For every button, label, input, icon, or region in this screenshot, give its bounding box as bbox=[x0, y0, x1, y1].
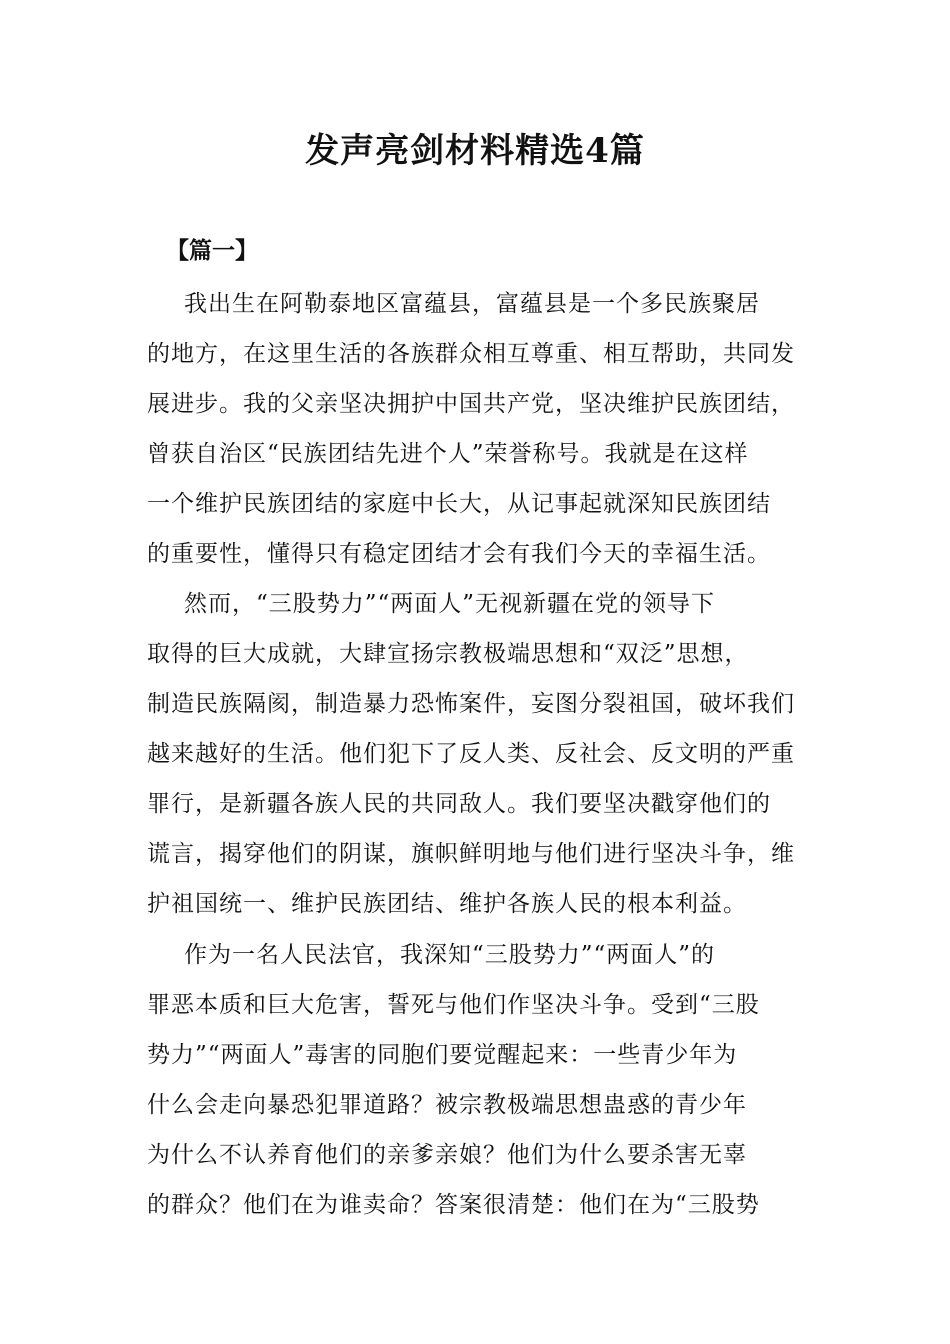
paragraph-line: 取得的巨大成就，大肆宣扬宗教极端思想和“双泛”思想， bbox=[147, 641, 749, 667]
paragraph-line: 的群众？他们在为谁卖命？答案很清楚：他们在为“三股势 bbox=[147, 1192, 760, 1218]
paragraph-line: 的地方，在这里生活的各族群众相互尊重、相互帮助，共同发 bbox=[147, 341, 795, 367]
paragraph-line: 一个维护民族团结的家庭中长大，从记事起就深知民族团结 bbox=[147, 491, 771, 517]
paragraph-line: 越来越好的生活。他们犯下了反人类、反社会、反文明的严重 bbox=[147, 741, 795, 767]
paragraph-line: 展进步。我的父亲坚决拥护中国共产党，坚决维护民族团结， bbox=[147, 391, 795, 417]
paragraph-line: 护祖国统一、维护民族团结、维护各族人民的根本利益。 bbox=[147, 891, 747, 917]
paragraph-line: 曾获自治区“民族团结先进个人”荣誉称号。我就是在这样 bbox=[147, 441, 749, 467]
paragraph-line: 我出生在阿勒泰地区富蕴县，富蕴县是一个多民族聚居 bbox=[184, 291, 760, 317]
paragraph-line: 什么会走向暴恐犯罪道路？被宗教极端思想蛊惑的青少年 bbox=[147, 1092, 747, 1118]
paragraph-line: 的重要性，懂得只有稳定团结才会有我们今天的幸福生活。 bbox=[147, 541, 771, 567]
paragraph-line: 然而，“三股势力”“两面人”无视新疆在党的领导下 bbox=[184, 591, 716, 617]
document-title: 发声亮剑材料精选4篇 bbox=[305, 131, 645, 171]
paragraph-line: 罪恶本质和巨大危害，誓死与他们作坚决斗争。受到“三股 bbox=[147, 992, 760, 1018]
paragraph-line: 谎言，揭穿他们的阴谋，旗帜鲜明地与他们进行坚决斗争，维 bbox=[147, 841, 795, 867]
paragraph-line: 制造民族隔阂，制造暴力恐怖案件，妄图分裂祖国，破坏我们 bbox=[147, 691, 795, 717]
paragraph-line: 为什么不认养育他们的亲爹亲娘？他们为什么要杀害无辜 bbox=[147, 1142, 747, 1168]
paragraph-line: 罪行，是新疆各族人民的共同敌人。我们要坚决戳穿他们的 bbox=[147, 791, 771, 817]
paragraph-line: 势力”“两面人”毒害的同胞们要觉醒起来：一些青少年为 bbox=[147, 1042, 738, 1068]
section-heading: 【篇一】 bbox=[166, 237, 258, 264]
paragraph-line: 作为一名人民法官，我深知“三股势力”“两面人”的 bbox=[184, 942, 716, 968]
